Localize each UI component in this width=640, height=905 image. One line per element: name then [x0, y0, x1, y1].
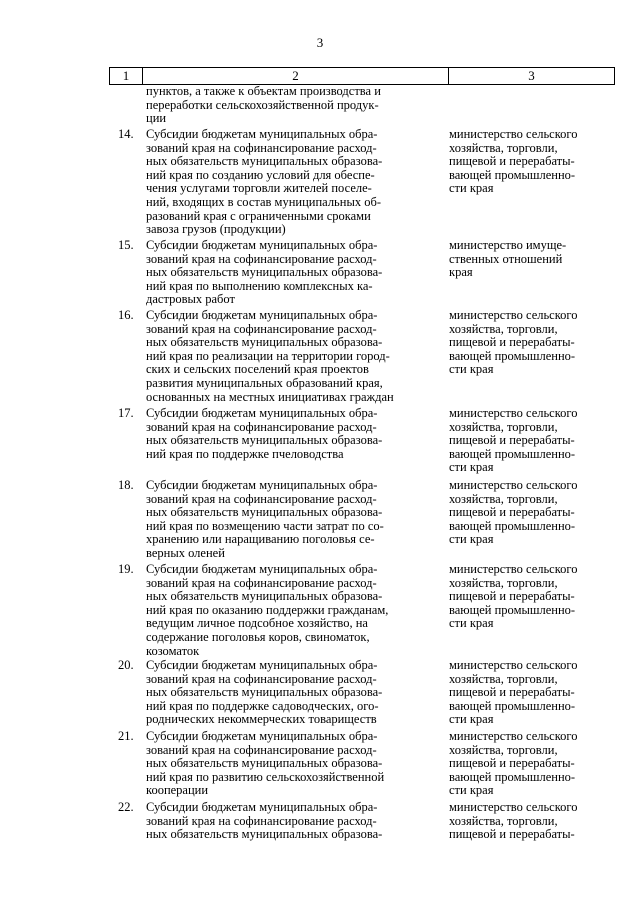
row-description: Субсидии бюджетам муниципальных обра- зований края на софинансирование расход- ных обязательств муниципальных образова- ний края по развитию сельскохозяйственной кооперации	[146, 729, 385, 798]
row-number: 14.	[118, 127, 134, 141]
row-description: Субсидии бюджетам муниципальных обра- зований края на софинансирование расход- ных обязательств муниципальных образова- ний края по выполнению комплексных ка- дастровых работ	[146, 238, 383, 307]
row-description: пунктов, а также к объектам производства и переработки сельскохозяйственной продук- ции	[146, 84, 381, 126]
column-header-2: 2	[143, 68, 449, 85]
row-description: Субсидии бюджетам муниципальных обра- зований края на софинансирование расход- ных обязательств муниципальных образова- ний края по оказанию поддержки гражданам, ведущим личное подсобное хозяйство, на содержание поголовья коров, свиноматок, козоматок	[146, 562, 389, 658]
row-number: 19.	[118, 562, 134, 576]
row-number: 20.	[118, 658, 134, 672]
row-number: 22.	[118, 800, 134, 814]
column-header-3: 3	[449, 68, 615, 85]
row-responsible: министерство сельского хозяйства, торговли, пищевой и перерабаты- вающей промышленно- сти края	[449, 308, 578, 377]
row-responsible: министерство сельского хозяйства, торговли, пищевой и перерабаты- вающей промышленно- сти края	[449, 658, 578, 727]
row-description: Субсидии бюджетам муниципальных обра- зований края на софинансирование расход- ных обязательств муниципальных образова- ний края по реализации на территории город- ских и сельских поселений края проектов развития муниципальных образований края, основанных на местных инициативах граждан	[146, 308, 394, 404]
row-responsible: министерство имуще- ственных отношений края	[449, 238, 567, 280]
row-number: 18.	[118, 478, 134, 492]
row-number: 16.	[118, 308, 134, 322]
row-description: Субсидии бюджетам муниципальных обра- зований края на софинансирование расход- ных обязательств муниципальных образова-	[146, 800, 383, 842]
row-description: Субсидии бюджетам муниципальных обра- зований края на софинансирование расход- ных обязательств муниципальных образова- ний края по созданию условий для обеспе- чения услугами торговли жителей поселе- ний, входящих в состав муниципальных об- разований края с ограниченными сроками завоза грузов (продукции)	[146, 127, 383, 237]
row-responsible: министерство сельского хозяйства, торговли, пищевой и перерабаты-	[449, 800, 578, 842]
row-number: 17.	[118, 406, 134, 420]
row-description: Субсидии бюджетам муниципальных обра- зований края на софинансирование расход- ных обязательств муниципальных образова- ний края по возмещению части затрат по со- хранению или наращиванию поголовья се- верных оленей	[146, 478, 384, 560]
row-responsible: министерство сельского хозяйства, торговли, пищевой и перерабаты- вающей промышленно- сти края	[449, 478, 578, 547]
row-description: Субсидии бюджетам муниципальных обра- зований края на софинансирование расход- ных обязательств муниципальных образова- ний края по поддержке садоводческих, ого- роднических некоммерческих товариществ	[146, 658, 383, 727]
row-responsible: министерство сельского хозяйства, торговли, пищевой и перерабаты- вающей промышленно- сти края	[449, 729, 578, 798]
page-number: 3	[316, 35, 324, 50]
row-responsible: министерство сельского хозяйства, торговли, пищевой и перерабаты- вающей промышленно- сти края	[449, 406, 578, 475]
table-header	[109, 67, 615, 85]
row-number: 21.	[118, 729, 134, 743]
row-number: 15.	[118, 238, 134, 252]
row-description: Субсидии бюджетам муниципальных обра- зований края на софинансирование расход- ных обязательств муниципальных образова- ний края по поддержке пчеловодства	[146, 406, 383, 461]
row-responsible: министерство сельского хозяйства, торговли, пищевой и перерабаты- вающей промышленно- сти края	[449, 562, 578, 631]
row-responsible: министерство сельского хозяйства, торговли, пищевой и перерабаты- вающей промышленно- сти края	[449, 127, 578, 196]
column-header-1: 1	[110, 68, 143, 85]
